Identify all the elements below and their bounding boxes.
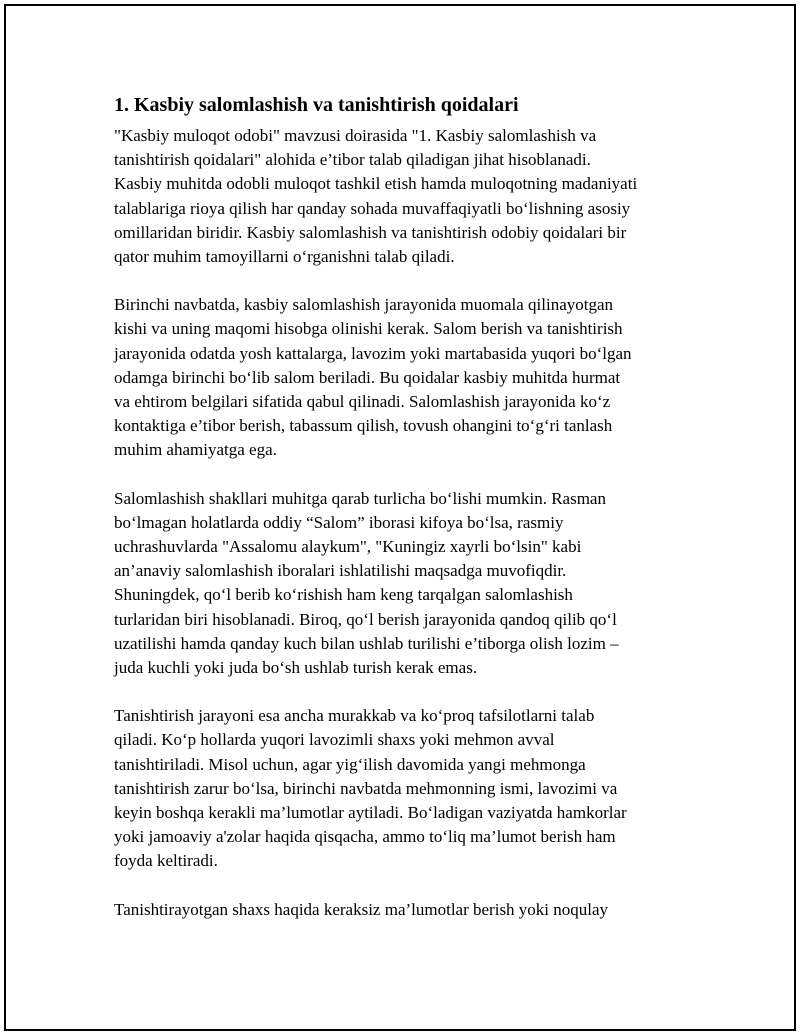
- text-line: "Kasbiy muloqot odobi" mavzusi doirasida "1. Kasbiy salomlashish va: [114, 126, 597, 145]
- text-line: keyin boshqa kerakli ma’lumotlar aytiladi. Bo‘ladigan vaziyatda hamkorlar: [114, 803, 627, 823]
- text-line: Birinchi navbatda, kasbiy salomlashish jarayonida muomala qilinayotgan: [114, 295, 614, 315]
- text-line: Shuningdek, qo‘l berib ko‘rishish ham keng tarqalgan salomlashish: [114, 585, 573, 605]
- text-line: yoki jamoaviy a'zolar haqida qisqacha, ammo to‘liq ma’lumot berish ham: [114, 827, 616, 847]
- text-line: foyda keltiradi.: [114, 851, 218, 871]
- text-line: qiladi. Ko‘p hollarda yuqori lavozimli shaxs yoki mehmon avval: [114, 730, 555, 750]
- text-line: tanishtiriladi. Misol uchun, agar yig‘ilish davomida yangi mehmonga: [114, 754, 586, 774]
- text-line: va ehtirom belgilari sifatida qabul qilinadi. Salomlashish jarayonida ko‘z: [114, 392, 611, 412]
- text-line: Kasbiy muhitda odobli muloqot tashkil etish hamda muloqotning madaniyati: [114, 174, 638, 194]
- text-line: omillaridan biridir. Kasbiy salomlashish va tanishtirish odobiy qoidalari bir: [114, 222, 627, 242]
- text-line: Tanishtirish jarayoni esa ancha murakkab va ko‘proq tafsilotlarni talab: [114, 706, 595, 726]
- paragraph-5: [114, 898, 694, 922]
- paragraph-3: [114, 487, 694, 681]
- text-line: odamga birinchi bo‘lib salom beriladi. Bu qoidalar kasbiy muhitda hurmat: [114, 367, 621, 387]
- document-title: 1. Kasbiy salomlashish va tanishtirish qoidalari: [114, 94, 519, 116]
- text-line: jarayonida odatda yosh kattalarga, lavozim yoki martabasida yuqori bo‘lgan: [114, 343, 632, 363]
- text-line: juda kuchli yoki juda bo‘sh ushlab turish kerak emas.: [114, 658, 478, 678]
- paragraph-2: [114, 293, 694, 462]
- text-line: kishi va uning maqomi hisobga olinishi kerak. Salom berish va tanishtirish: [114, 319, 623, 339]
- text-line: qator muhim tamoyillarni o‘rganishni talab qiladi.: [114, 247, 455, 267]
- text-line: talablariga rioya qilish har qanday sohada muvaffaqiyatli bo‘lishning asosiy: [114, 198, 631, 218]
- text-line: muhim ahamiyatga ega.: [114, 440, 277, 460]
- text-line: tanishtirish qoidalari" alohida e’tibor talab qiladigan jihat hisoblanadi.: [114, 150, 591, 170]
- text-line: Salomlashish shakllari muhitga qarab turlicha bo‘lishi mumkin. Rasman: [114, 488, 606, 508]
- text-line: bo‘lmagan holatlarda oddiy “Salom” iborasi kifoya bo‘lsa, rasmiy: [114, 512, 564, 532]
- text-line: Tanishtirayotgan shaxs haqida keraksiz ma’lumotlar berish yoki noqulay: [114, 899, 609, 919]
- text-line: uchrashuvlarda "Assalomu alaykum", "Kuningiz xayrli bo‘lsin" kabi: [114, 537, 582, 557]
- text-line: an’anaviy salomlashish iboralari ishlatilishi maqsadga muvofiqdir.: [114, 561, 567, 581]
- paragraph-4: [114, 704, 694, 873]
- text-line: tanishtirish zarur bo‘lsa, birinchi navbatda mehmonning ismi, lavozimi va: [114, 778, 618, 798]
- document-content: [114, 92, 694, 946]
- text-line: uzatilishi hamda qanday kuch bilan ushlab turilishi e’tiborga olish lozim –: [114, 633, 619, 653]
- text-line: turlaridan biri hisoblanadi. Biroq, qo‘l berish jarayonida qandoq qilib qo‘l: [114, 609, 617, 629]
- paragraph-1: [114, 124, 694, 269]
- text-line: kontaktiga e’tibor berish, tabassum qilish, tovush ohangini to‘g‘ri tanlash: [114, 416, 613, 436]
